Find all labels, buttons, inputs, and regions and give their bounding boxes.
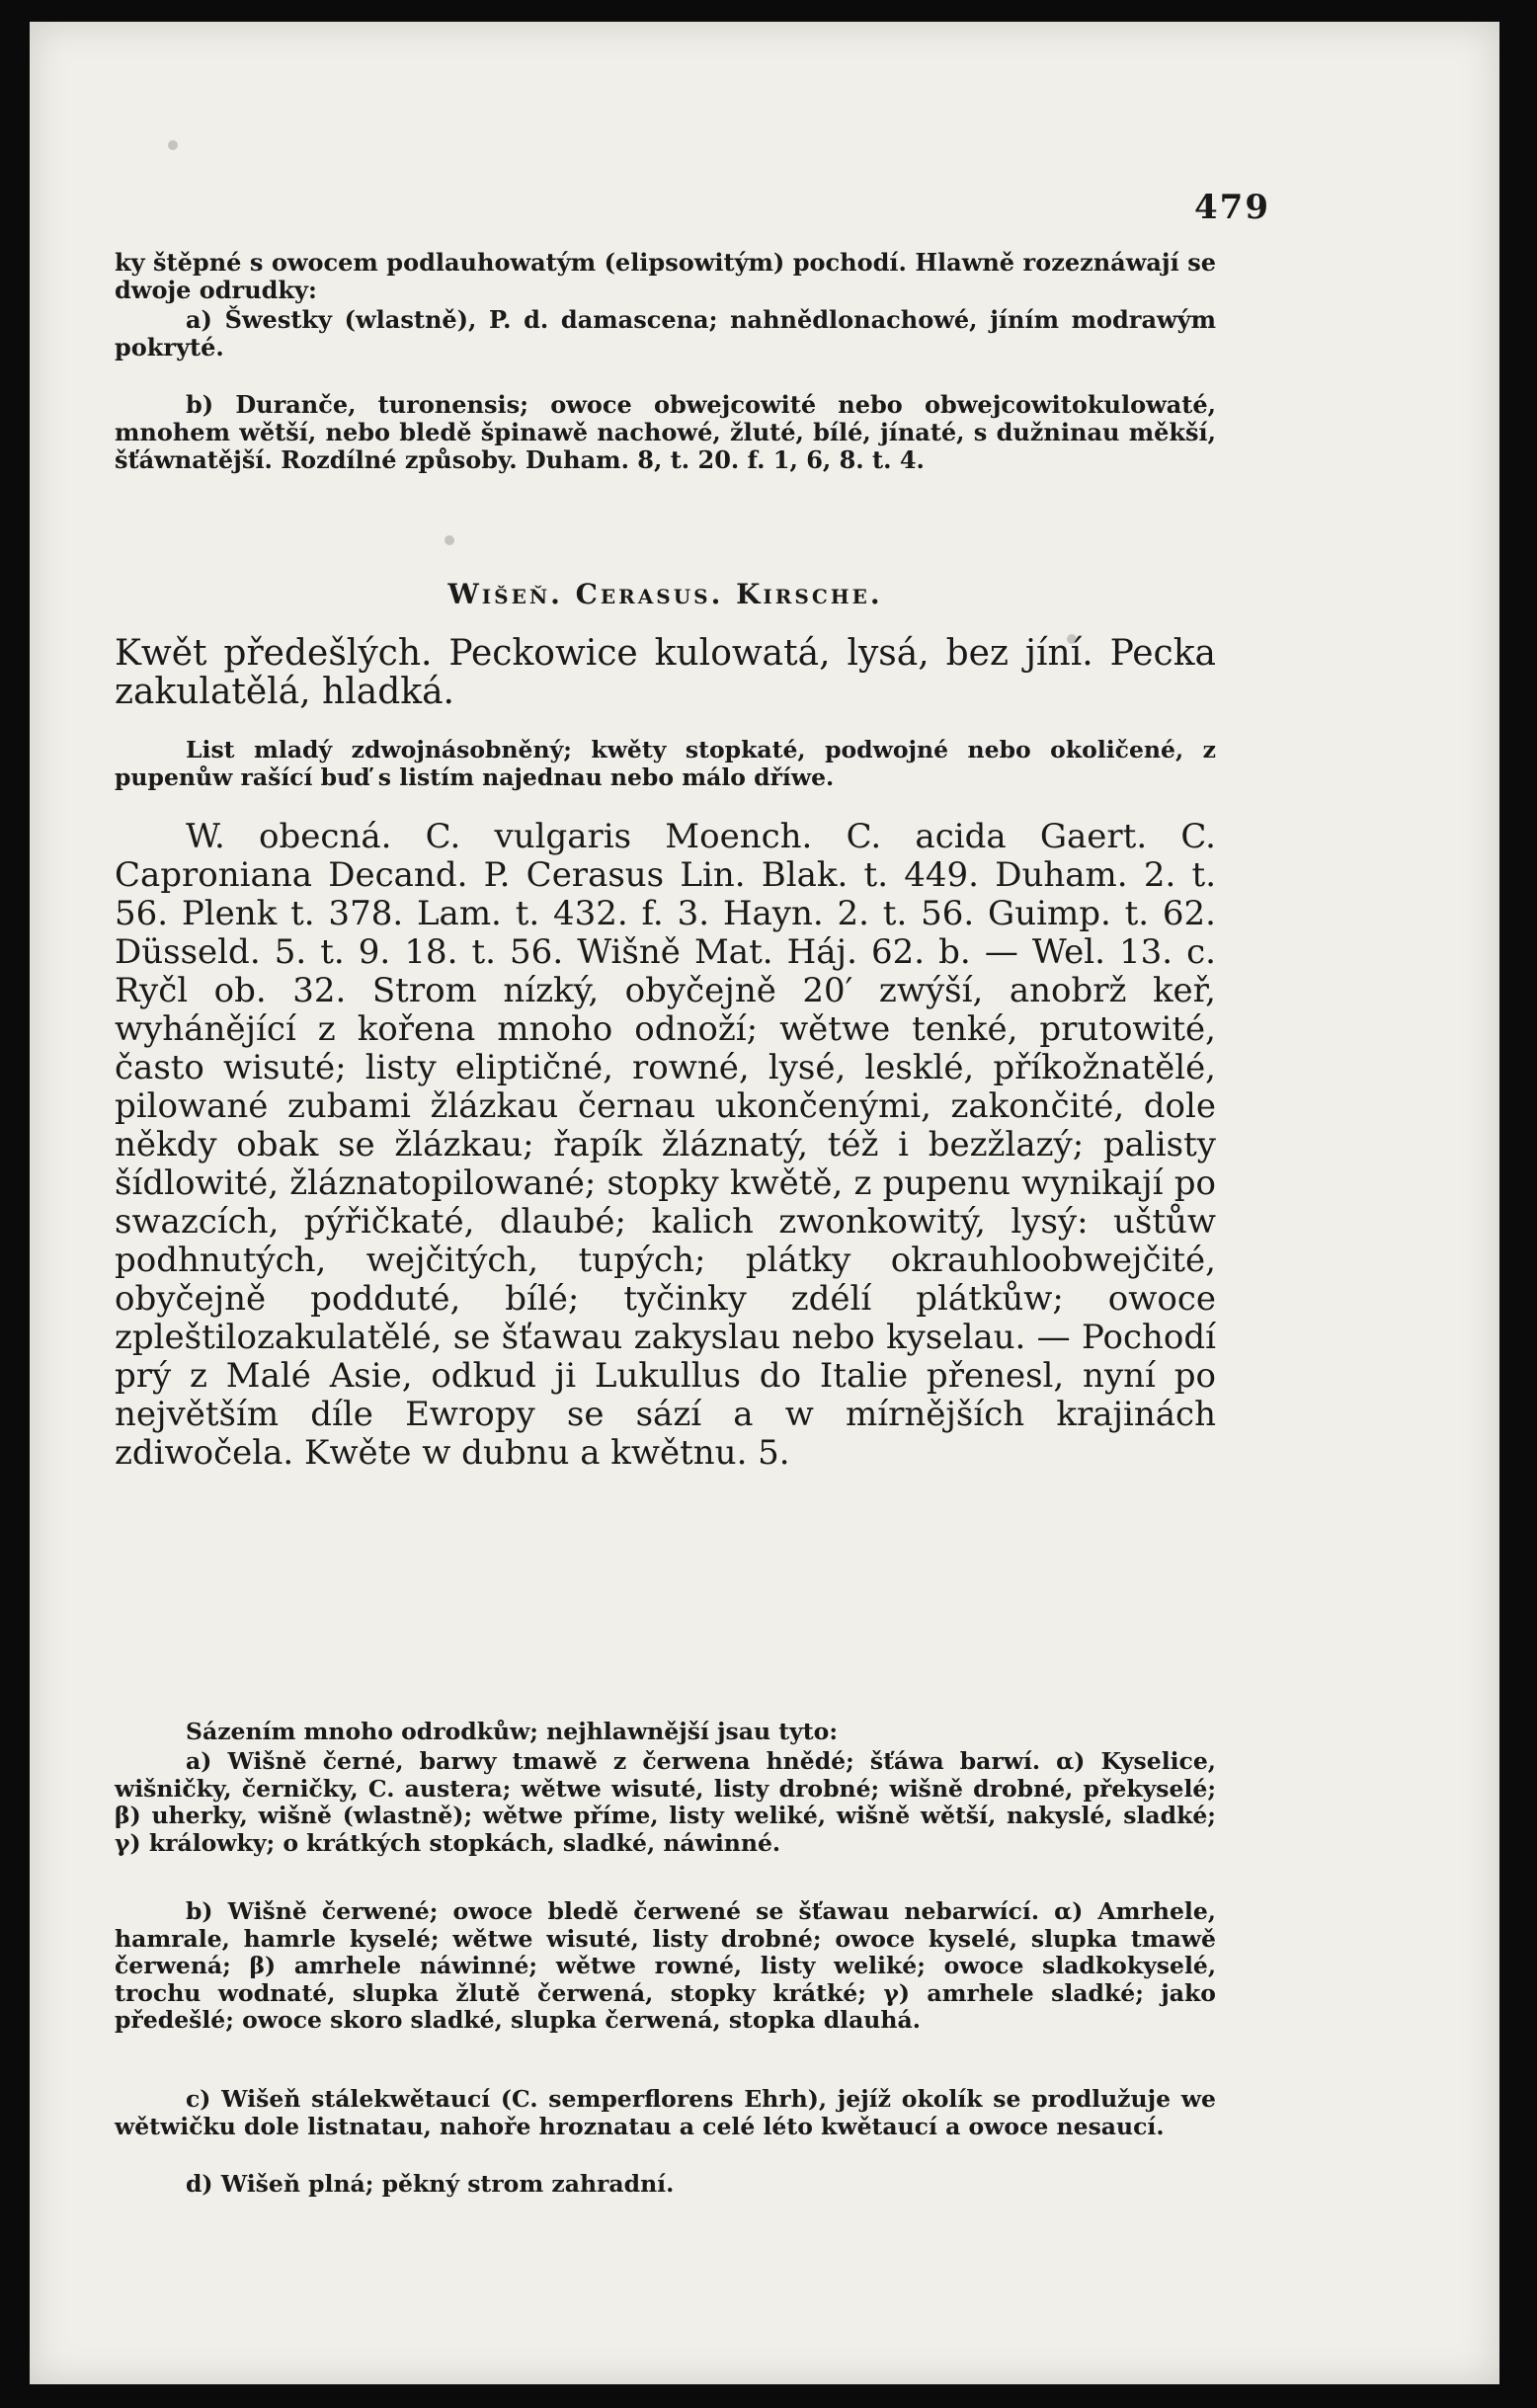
intro-paragraph: ky štěpné s owocem podlauhowatým (elipsowitým) pochodí. Hlawně rozeznáwají se dwoje odrudky: [115, 248, 1216, 304]
book-page [30, 22, 1499, 2384]
variety-b: b) Durančе, turonensis; owoce obwejcowité nebo obwejcowitokulowaté, mnohem wětší, nebo bledě špinawě nachowé, žluté, bílé, jínaté, s dužninau měkší, šťáwnatější. Rozdílné způsoby. Duham. 8, t. 20. f. 1, 6, 8. t. 4. [115, 390, 1216, 474]
section-heading: Wišeň. Cerasus. Kirsche. [447, 578, 883, 610]
main-description: W. obecná. C. vulgaris Moench. C. acida Gaert. C. Caproniana Decand. P. Cerasus Lin. Blak. t. 449. Duham. 2. t. 56. Plenk t. 378. Lam. t. 432. f. 3. Hayn. 2. t. 56. Guimp. t. 62. Düsseld. 5. t. 9. 18. t. 56. Wišně Mat. Háj. 62. b. — Wel. 13. c. Ryčl ob. 32. Strom nízký, obyčejně 20′ zwýší, anobrž keř, wyhánějící z kořena mnoho odnoží; wětwe tenké, prutowité, často wisuté; listy eliptičné, rowné, lysé, lesklé, příkožnatělé, pilowané zubami žlázkau černau ukončenými, zakončité, dole někdy obak se žlázkau; řapík žláznatý, též i bezžlazý; palisty šídlowité, žláznatopilowané; stopky kwětě, z pupenu wynikají po swazcích, pýřičkaté, dlaubé; kalich zwonkowitý, lysý: uštůw podhnutých, wejčitých, tupých; plátky okrauhloobwejčité, obyčejně podduté, bílé; tyčinky zdélí plátkůw; owoce zpleštilozakulatělé, se šťawau zakyslau nebo kyselau. — Pochodí prý z Malé Asie, odkud ji Lukullus do Italie přenesl, nyní po největším díle Ewropy se sází a w mírnějších krajinách zdiwočela. Kwěte w dubnu a kwětnu. 5. [115, 817, 1216, 1473]
paper-speck [445, 535, 454, 545]
cultivar-d: d) Wišeň plná; pěkný strom zahradní. [186, 2170, 675, 2198]
cultivar-a: a) Wišně černé, barwy tmawě z čerwena hnědé; šťáwa barwí. α) Kyselice, wišničky, černičky, C. austera; wětwe wisuté, listy drobné; wišně drobné, překyselé; β) uherky, wišně (wlastně); wětwe příme, listy weliké, wišně wětší, nakyslé, sladké; γ) králowky; o krátkých stopkách, sladké, náwinné. [115, 1747, 1216, 1857]
page-number: 479 [1194, 188, 1270, 227]
cultivar-c: c) Wišeň stálekwětaucí (C. semperflorens Ehrh), jejíž okolík se prodlužuje we wětwičku dole listnatau, nahoře hroznatau a celé léto kwětaucí a owoce nesaucí. [115, 2085, 1216, 2140]
variety-a: a) Šwestky (wlastně), P. d. damascena; nahnědlonachowé, jíním modrawým pokryté. [115, 305, 1216, 361]
cultivars-intro: Sázením mnoho odrodkůw; nejhlawnější jsau tyto: [186, 1718, 838, 1745]
leaf-paragraph: List mladý zdwojnásobněný; kwěty stopkaté, podwojné nebo okoličené, z pupenůw rašící buď s listím najednau nebo málo dříwe. [115, 736, 1216, 791]
kwet-paragraph: Kwět předešlých. Peckowice kulowatá, lysá, bez jíní. Pecka zakulatělá, hladká. [115, 633, 1216, 712]
cultivar-b: b) Wišně čerwené; owoce bledě čerwené se šťawau nebarwící. α) Amrhele, hamrale, hamrle kyselé; wětwe wisuté, listy drobné; owoce kyselé, slupka tmawě čerwená; β) amrhele náwinné; wětwe rowné, listy weliké; owoce sladkokyselé, trochu wodnaté, slupka žlutě čerwená, stopky krátké; γ) amrhele sladké; jako předešlé; owoce skoro sladké, slupka čerwená, stopka dlauhá. [115, 1897, 1216, 2034]
paper-speck [168, 140, 178, 150]
